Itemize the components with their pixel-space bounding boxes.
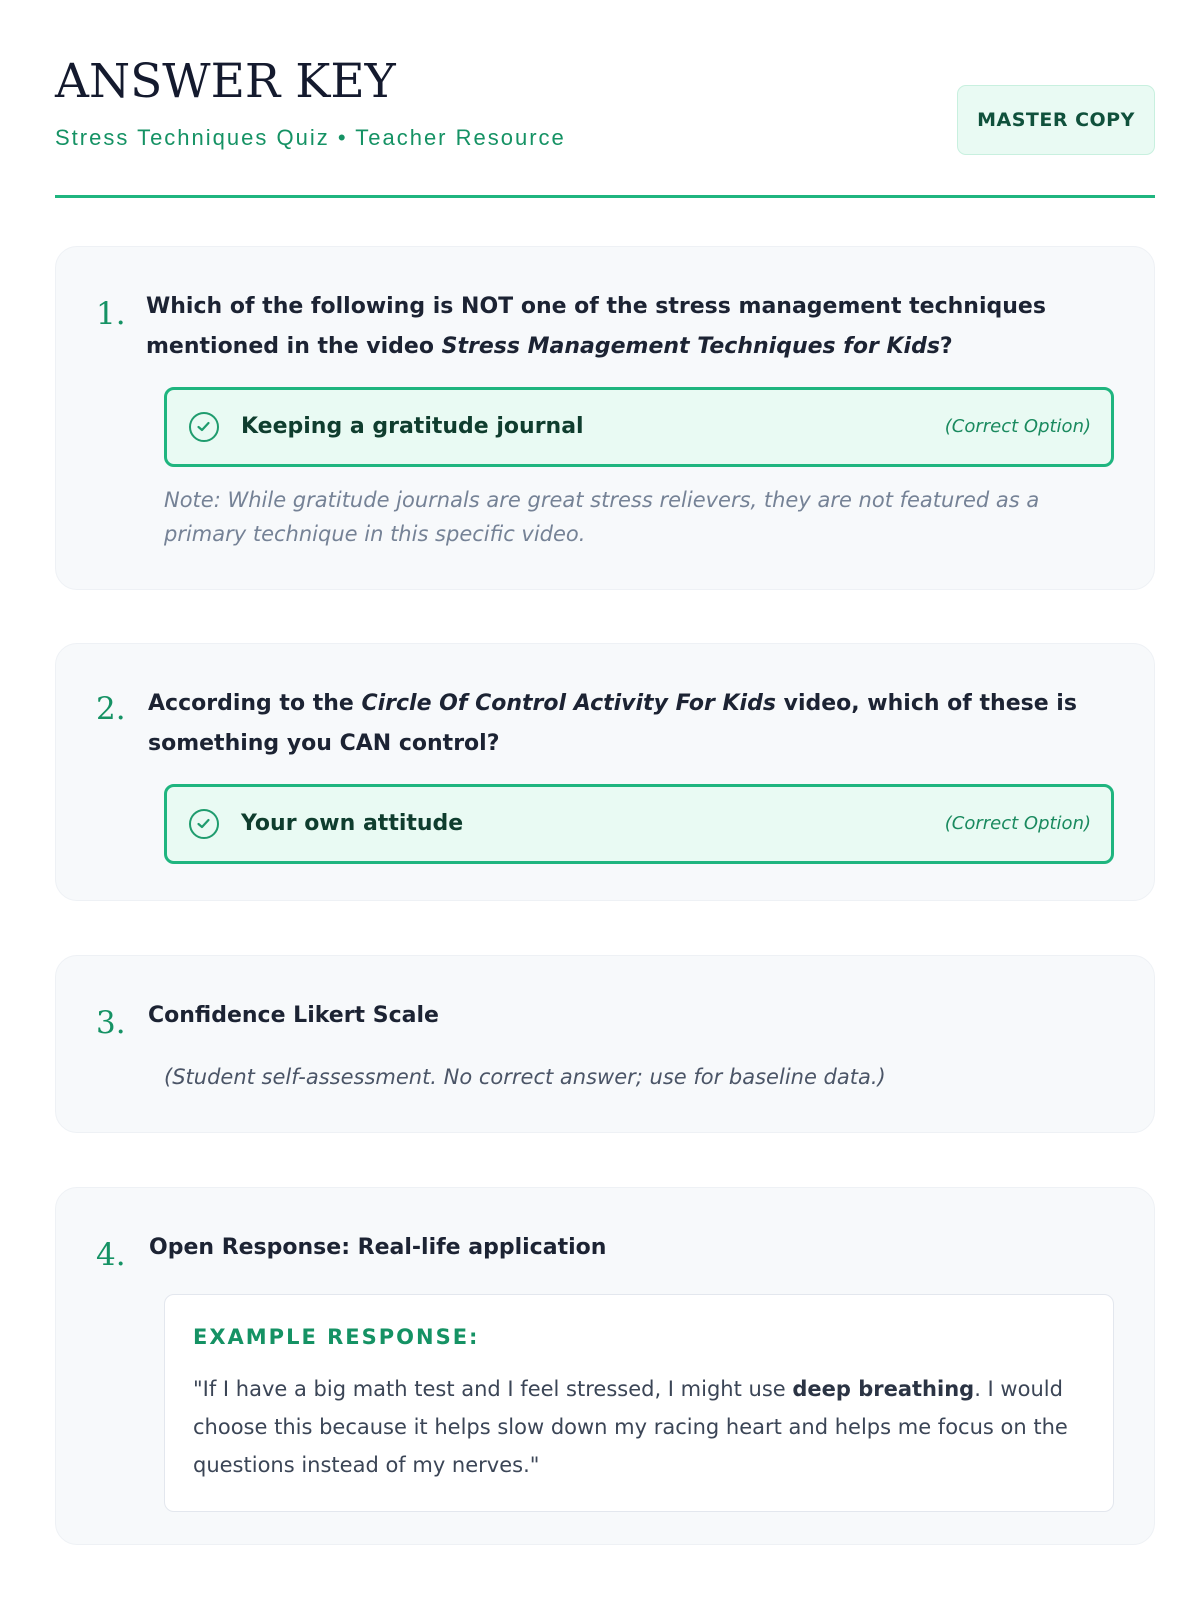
question-text — [148, 684, 1114, 764]
video-title: Circle Of Control Activity For Kids — [361, 691, 776, 716]
answer-text: Your own attitude — [241, 811, 464, 836]
check-circle-icon — [189, 412, 219, 442]
question-card-2 — [55, 643, 1155, 901]
question-text-part: video, which of these is something you CAN control? — [148, 691, 1077, 756]
video-title: Stress Management Techniques for Kids — [441, 334, 940, 359]
question-card-1 — [55, 246, 1155, 590]
answer-key-page — [55, 0, 1155, 1477]
question-number: 2. — [96, 691, 126, 727]
question-number: 1. — [96, 296, 126, 332]
correct-answer-box — [164, 387, 1114, 467]
question-card-3 — [55, 955, 1155, 1133]
teacher-note: (Student self-assessment. No correct answer; use for baseline data.) — [164, 1065, 886, 1089]
question-text: Open Response: Real-life application — [149, 1235, 607, 1260]
question-text — [146, 287, 1114, 367]
page-subtitle: Stress Techniques Quiz • Teacher Resource — [55, 125, 566, 150]
question-text-part: According to the — [148, 691, 362, 716]
example-response-box — [164, 1294, 1114, 1512]
question-number: 3. — [96, 1005, 126, 1041]
teacher-note: Note: While gratitude journals are great stress relievers, they are not featured as a primary technique in this specific video. — [164, 488, 1040, 546]
question-text-part: ? — [939, 334, 953, 359]
correct-option-tag: (Correct Option) — [944, 416, 1091, 437]
example-text-part: "If I have a big math test and I feel stressed, I might use — [193, 1377, 793, 1401]
question-number: 4. — [96, 1237, 126, 1273]
question-card-4 — [55, 1187, 1155, 1545]
correct-option-tag: (Correct Option) — [944, 813, 1091, 834]
header — [55, 0, 1155, 198]
example-response-label: EXAMPLE RESPONSE: — [193, 1325, 480, 1349]
page-title: ANSWER KEY — [55, 54, 396, 109]
question-text-part: Which of the following is NOT one of the stress management techniques mentioned in the video — [146, 294, 1046, 359]
example-response-text — [193, 1370, 1083, 1484]
example-text-part: . I would choose this because it helps slow down my racing heart and helps me focus on the questions instead of my nerves." — [193, 1377, 1068, 1477]
example-highlight: deep breathing — [792, 1377, 975, 1401]
question-text: Confidence Likert Scale — [148, 1003, 439, 1028]
master-copy-badge: MASTER COPY — [957, 85, 1155, 155]
check-circle-icon — [189, 809, 219, 839]
correct-answer-box — [164, 784, 1114, 864]
answer-text: Keeping a gratitude journal — [241, 414, 584, 439]
